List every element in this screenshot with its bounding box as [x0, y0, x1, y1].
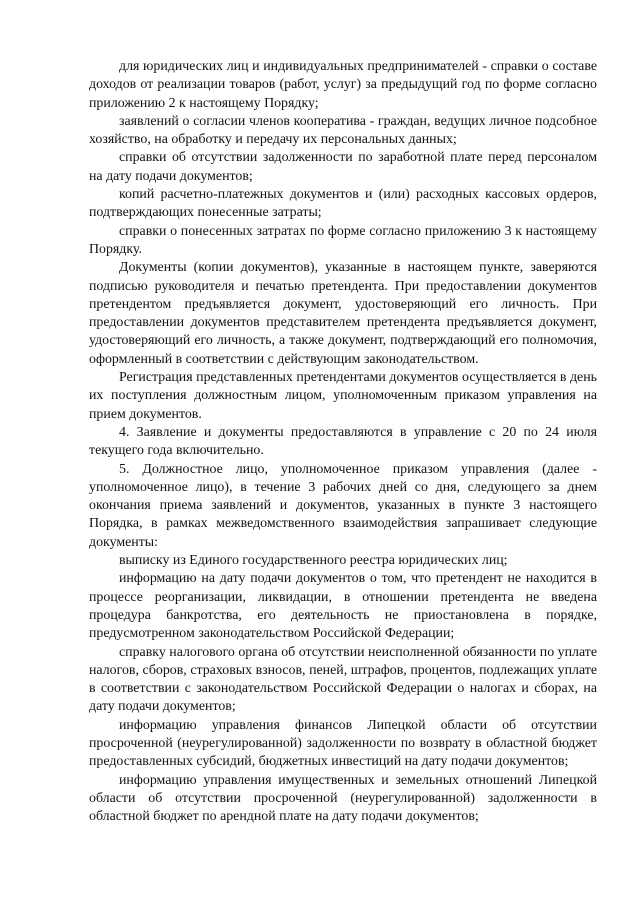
paragraph-costs-certificate: справки о понесенных затратах по форме согласно приложению 3 к настоящему Порядку. [89, 223, 597, 257]
paragraph-income-certificates: для юридических лиц и индивидуальных предпринимателей - справки о составе доходов от реализации товаров (работ, услуг) за предыдущий год по форме согласно приложению 2 к настоящему Порядку; [89, 59, 597, 111]
paragraph-item-4: 4. Заявление и документы предоставляются в управление с 20 по 24 июля текущего года включительно. [89, 424, 597, 459]
paragraph-tax-certificate: справку налогового органа об отсутствии неисполненной обязанности по уплате налогов, сборов, страховых взносов, пеней, штрафов, процентов, подлежащих уплате в соответствии с законодательством Российской Федерации о налогах и сборах, на дату подачи документов; [89, 644, 597, 715]
paragraph-registry-extract: выписку из Единого государственного реестра юридических лиц; [119, 553, 508, 569]
paragraph-document-certification: Документы (копии документов), указанные в настоящем пункте, заверяются подписью руководителя и печатью претендента. При предоставлении документов претендентом предъявляется документ, удостоверяющий его личность. При предоставлении документов представителем претендента предъявляется документ, удостоверяющий его личность, а также документ, подтверждающий его полномочия, оформленный в соответствии с действующим законодательством. [89, 260, 597, 367]
paragraph-finance-info: информацию управления финансов Липецкой области об отсутствии просроченной (неурегулированной) задолженности по возврату в областной бюджет предоставленных субсидий, бюджетных инвестиций на дату подачи документов; [89, 717, 597, 770]
paragraph-reorganization-info: информацию на дату подачи документов о том, что претендент не находится в процессе реорганизации, ликвидации, в отношении претендента не введена процедура банкротства, его деятельность не приостановлена в порядке, предусмотренном законодательством Российской Федерации; [89, 571, 597, 642]
paragraph-item-5: 5. Должностное лицо, уполномоченное приказом управления (далее - уполномоченное лицо), в течение 3 рабочих дней со дня, следующего за днем окончания приема заявлений и документов, указанных в пункте 3 настоящего Порядка, в рамках межведомственного взаимодействия запрашивает следующие документы: [89, 461, 597, 550]
document-page [89, 58, 597, 826]
paragraph-payment-documents: копий расчетно-платежных документов и (или) расходных кассовых ордеров, подтверждающих понесенные затраты; [89, 187, 597, 221]
paragraph-registration: Регистрация представленных претендентами документов осуществляется в день их поступления должностным лицом, уполномоченным приказом управления на прием документов. [89, 370, 597, 422]
paragraph-property-info: информацию управления имущественных и земельных отношений Липецкой области об отсутствии просроченной (неурегулированной) задолженности в областной бюджет по арендной плате на дату подачи документов; [89, 772, 597, 825]
paragraph-member-consents: заявлений о согласии членов кооператива - граждан, ведущих личное подсобное хозяйство, на обработку и передачу их персональных данных; [89, 113, 597, 148]
paragraph-salary-debt-certificate: справки об отсутствии задолженности по заработной плате перед персоналом на дату подачи документов; [89, 150, 597, 184]
